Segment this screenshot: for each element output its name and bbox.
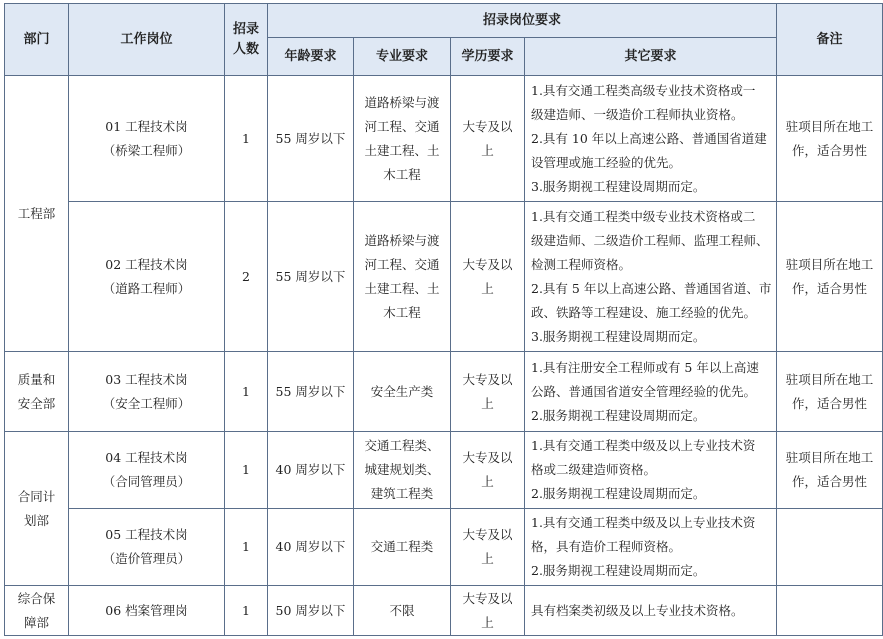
cell-other-line: 3.服务期视工程建设周期而定。 <box>531 178 706 194</box>
table-row <box>5 509 883 586</box>
cell-position-line: （桥梁工程师） <box>102 142 191 158</box>
cell-other-line: 格或二级建造师资格。 <box>531 462 657 477</box>
header-count-line: 招录 <box>232 21 259 37</box>
cell-position-line: （造价管理员） <box>102 551 191 566</box>
cell-position-line: 05 工程技术岗 <box>105 527 188 542</box>
table-row <box>5 202 883 352</box>
cell-dept <box>5 586 69 636</box>
cell-position-line: 03 工程技术岗 <box>105 371 188 387</box>
cell-remarks <box>777 586 883 636</box>
cell-count: 1 <box>225 432 268 509</box>
cell-education-line: 上 <box>481 395 494 411</box>
cell-position-line: （道路工程师） <box>102 280 191 296</box>
cell-education <box>451 76 525 202</box>
recruitment-table <box>4 3 883 636</box>
cell-education-line: 大专及以 <box>462 590 513 606</box>
cell-education-line: 大专及以 <box>462 450 513 465</box>
cell-dept <box>5 352 69 432</box>
header-dept: 部门 <box>5 4 69 76</box>
cell-other-line: 1.具有交通工程类高级专业技术资格或一 <box>531 82 756 98</box>
cell-education-line: 上 <box>481 474 494 489</box>
cell-dept-line: 质量和 <box>17 371 56 387</box>
cell-position-line: （安全工程师） <box>102 395 191 411</box>
cell-education-line: 大专及以 <box>462 118 513 134</box>
cell-position-line: 06 档案管理岗 <box>105 602 188 618</box>
cell-count: 1 <box>225 509 268 586</box>
cell-education-line: 上 <box>481 280 494 296</box>
cell-position <box>69 76 225 202</box>
cell-other-line: 1.具有交通工程类中级专业技术资格或二 <box>531 208 756 224</box>
cell-dept <box>5 76 69 352</box>
cell-major-line: 安全生产类 <box>370 383 434 399</box>
table-row <box>5 586 883 636</box>
cell-education-line: 上 <box>481 142 494 158</box>
cell-education <box>451 352 525 432</box>
header-count <box>225 4 268 76</box>
cell-major-line: 土建工程、土 <box>364 142 440 158</box>
cell-remarks <box>777 432 883 509</box>
cell-position-line: 02 工程技术岗 <box>105 256 188 272</box>
cell-other <box>525 76 777 202</box>
table-row <box>5 432 883 509</box>
cell-major <box>354 202 451 352</box>
cell-other-line: 级建造师、一级造价工程师执业资格。 <box>531 106 744 122</box>
cell-age: 55 周岁以下 <box>268 76 354 202</box>
header-count-line: 人数 <box>232 41 259 57</box>
cell-dept-line: 合同计 <box>17 488 56 504</box>
cell-age: 40 周岁以下 <box>268 432 354 509</box>
cell-count: 2 <box>225 202 268 352</box>
cell-count: 1 <box>225 352 268 432</box>
cell-dept-line: 划部 <box>23 512 49 528</box>
cell-dept <box>5 432 69 586</box>
table-row <box>5 76 883 202</box>
header-major: 专业要求 <box>354 38 451 76</box>
cell-major <box>354 509 451 586</box>
cell-other-line: 级建造师、二级造价工程师、监理工程师、 <box>531 232 769 248</box>
cell-remarks-line: 驻项目所在地工 <box>785 371 874 387</box>
cell-major-line: 土建工程、土 <box>364 280 440 296</box>
cell-other-line: 1.具有交通工程类中级及以上专业技术资 <box>531 438 756 453</box>
cell-major-line: 河工程、交通 <box>364 118 440 134</box>
cell-major-line: 道路桥梁与渡 <box>364 94 440 110</box>
cell-other-line: 1.具有交通工程类中级及以上专业技术资 <box>531 515 756 530</box>
cell-other-line: 3.服务期视工程建设周期而定。 <box>531 328 706 344</box>
cell-position <box>69 509 225 586</box>
cell-remarks <box>777 509 883 586</box>
header-age: 年龄要求 <box>268 38 354 76</box>
cell-remarks-line: 作，适合男性 <box>792 280 868 296</box>
cell-other-line: 2.服务期视工程建设周期而定。 <box>531 486 706 501</box>
cell-major <box>354 586 451 636</box>
cell-major-line: 交通工程类 <box>370 539 434 554</box>
cell-remarks-line: 作，适合男性 <box>792 395 868 411</box>
cell-age: 40 周岁以下 <box>268 509 354 586</box>
header-position: 工作岗位 <box>69 4 225 76</box>
cell-education-line: 大专及以 <box>462 256 513 272</box>
cell-other <box>525 352 777 432</box>
cell-major-line: 木工程 <box>383 166 421 182</box>
cell-other <box>525 509 777 586</box>
cell-major-line: 交通工程类、 <box>364 438 440 453</box>
cell-education-line: 上 <box>481 614 494 630</box>
cell-position <box>69 432 225 509</box>
cell-other <box>525 202 777 352</box>
cell-position <box>69 586 225 636</box>
cell-education <box>451 586 525 636</box>
cell-other-line: 1.具有注册安全工程师或有 5 年以上高速 <box>531 359 759 375</box>
cell-remarks-line: 驻项目所在地工 <box>785 118 874 134</box>
cell-remarks-line: 驻项目所在地工 <box>785 256 874 272</box>
cell-major <box>354 352 451 432</box>
cell-dept-line: 障部 <box>23 614 49 630</box>
cell-age: 55 周岁以下 <box>268 202 354 352</box>
cell-education <box>451 509 525 586</box>
cell-remarks <box>777 352 883 432</box>
cell-education-line: 上 <box>481 551 494 566</box>
recruitment-table-container <box>4 3 874 635</box>
cell-education <box>451 202 525 352</box>
cell-other-line: 格，具有造价工程师资格。 <box>531 539 682 554</box>
cell-remarks <box>777 202 883 352</box>
cell-other-line: 政、铁路等工程建设、施工经验的优先。 <box>531 304 757 320</box>
cell-major <box>354 76 451 202</box>
cell-other-line: 2.服务期视工程建设周期而定。 <box>531 407 706 423</box>
cell-major-line: 道路桥梁与渡 <box>364 232 440 248</box>
cell-position-line: （合同管理员） <box>102 474 191 489</box>
cell-major-line: 木工程 <box>383 304 421 320</box>
cell-education <box>451 432 525 509</box>
cell-other-line: 公路、普通国省道安全管理经验的优先。 <box>531 383 757 399</box>
cell-major-line: 建筑工程类 <box>370 486 434 501</box>
cell-major-line: 不限 <box>389 602 415 618</box>
cell-major <box>354 432 451 509</box>
cell-dept-line: 安全部 <box>17 395 56 411</box>
cell-major-line: 河工程、交通 <box>364 256 440 272</box>
cell-age: 50 周岁以下 <box>268 586 354 636</box>
cell-other-line: 2.服务期视工程建设周期而定。 <box>531 563 706 578</box>
cell-other-line: 设管理或施工经验的优先。 <box>531 154 682 170</box>
cell-education-line: 大专及以 <box>462 371 513 387</box>
cell-position <box>69 202 225 352</box>
header-education: 学历要求 <box>451 38 525 76</box>
cell-major-line: 城建规划类、 <box>364 462 440 477</box>
cell-remarks-line: 作，适合男性 <box>792 142 868 158</box>
cell-other-line: 检测工程师资格。 <box>531 256 632 272</box>
cell-dept-line: 综合保 <box>17 590 56 606</box>
cell-position-line: 01 工程技术岗 <box>105 118 188 134</box>
table-row <box>5 352 883 432</box>
cell-other <box>525 586 777 636</box>
header-other: 其它要求 <box>525 38 777 76</box>
header-remarks: 备注 <box>777 4 883 76</box>
cell-other-line: 具有档案类初级及以上专业技术资格。 <box>531 602 744 618</box>
cell-other-line: 2.具有 10 年以上高速公路、普通国省道建 <box>531 130 767 146</box>
cell-education-line: 大专及以 <box>462 527 513 542</box>
header-requirements: 招录岗位要求 <box>268 4 777 38</box>
cell-remarks-line: 驻项目所在地工 <box>785 450 874 465</box>
cell-age: 55 周岁以下 <box>268 352 354 432</box>
cell-position <box>69 352 225 432</box>
cell-remarks <box>777 76 883 202</box>
cell-other <box>525 432 777 509</box>
cell-count: 1 <box>225 76 268 202</box>
cell-dept-line: 工程部 <box>17 205 56 221</box>
cell-position-line: 04 工程技术岗 <box>105 450 188 465</box>
cell-remarks-line: 作，适合男性 <box>792 474 868 489</box>
cell-other-line: 2.具有 5 年以上高速公路、普通国省道、市 <box>531 280 772 296</box>
cell-count: 1 <box>225 586 268 636</box>
